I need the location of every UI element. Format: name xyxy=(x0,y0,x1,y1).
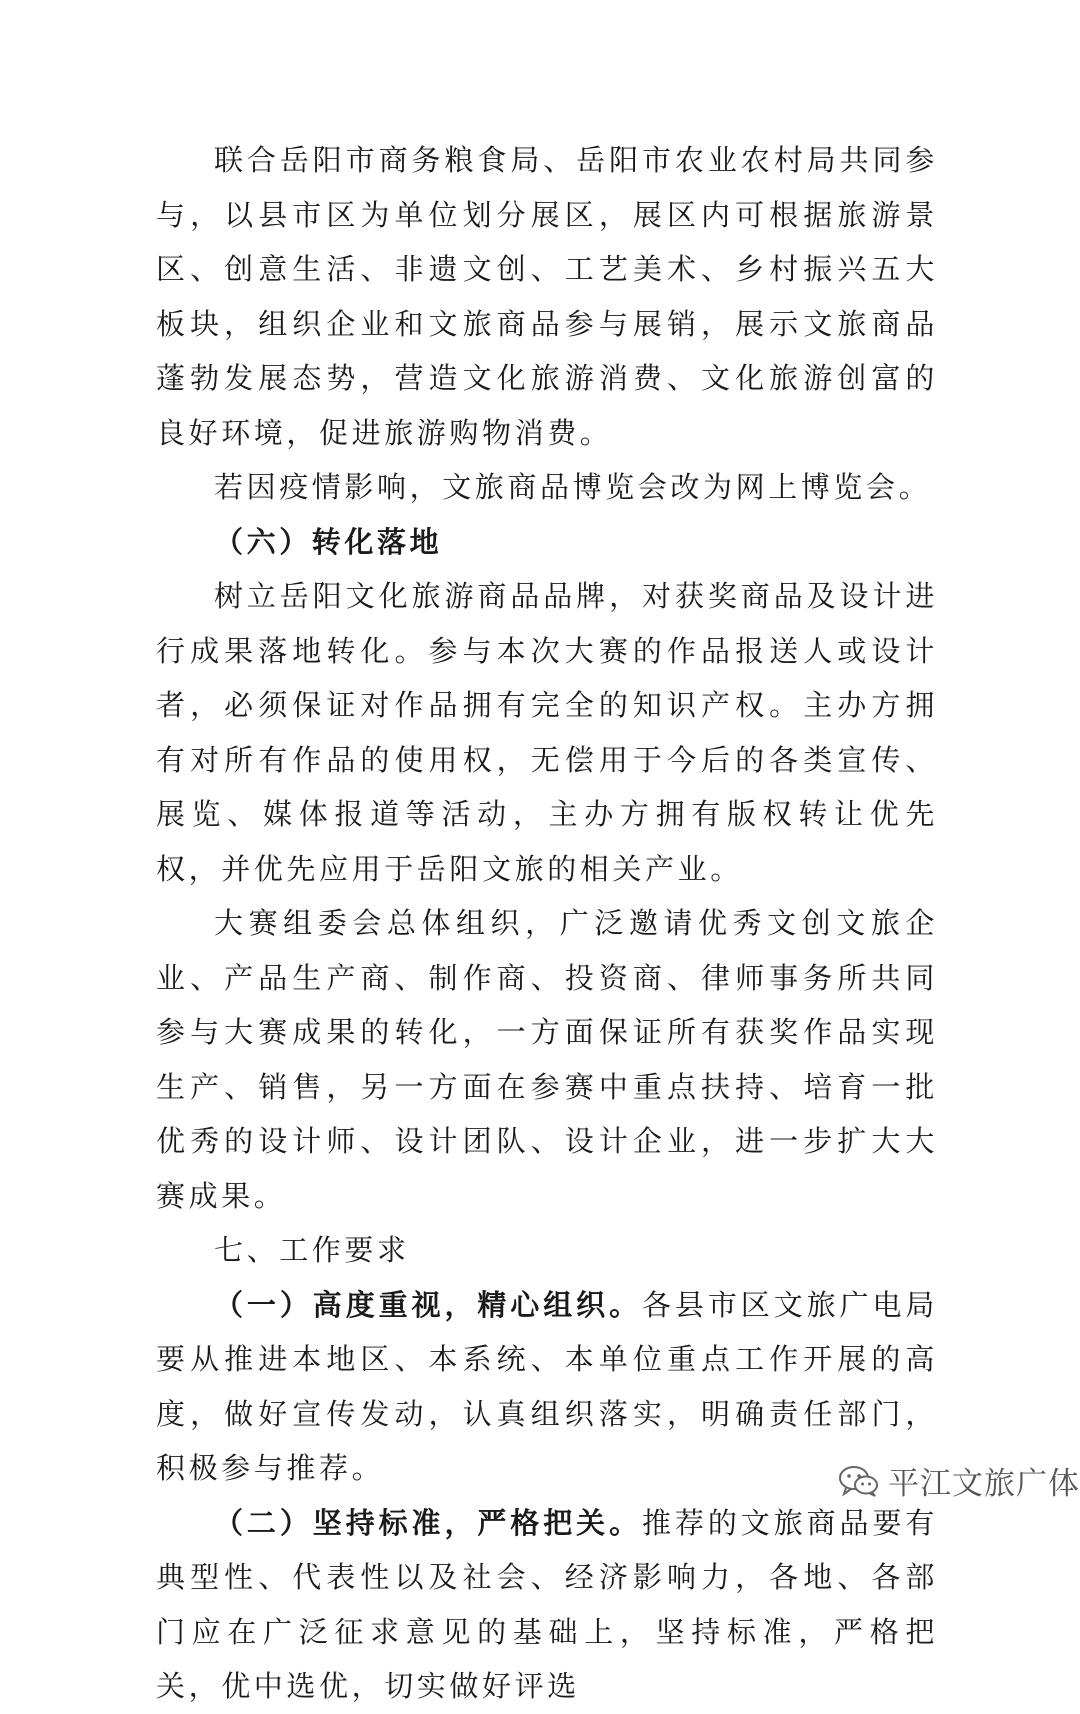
requirement-2-body: 推荐的文旅商品要有典型性、代表性以及社会、经济影响力，各地、各部门应在广泛征求意见的基础上，坚持标准，严格把关，优中选优，切实做好评选 xyxy=(156,1505,938,1703)
watermark xyxy=(838,1458,1080,1503)
wechat-icon xyxy=(838,1464,880,1498)
section-7-heading: 七、工作要求 xyxy=(214,1233,410,1267)
watermark-text: 平江文旅广体 xyxy=(888,1466,1080,1502)
paragraph-committee: 大赛组委会总体组织，广泛邀请优秀文创文旅企业、产品生产商、制作商、投资商、律师事务所共同参与大赛成果的转化，一方面保证所有获奖作品实现生产、销售，另一方面在参赛中重点扶持、培育一批优秀的设计师、设计团队、设计企业，进一步扩大大赛成果。 xyxy=(156,906,938,1213)
requirement-2-title: （二）坚持标准，严格把关。 xyxy=(214,1505,642,1540)
requirement-1-body: 各县市区文旅广电局要从推进本地区、本系统、本单位重点工作开展的高度，做好宣传发动，认真组织落实，明确责任部门，积极参与推荐。 xyxy=(156,1287,938,1485)
paragraph-epidemic: 若因疫情影响，文旅商品博览会改为网上博览会。 xyxy=(214,470,932,504)
section-6-heading: （六）转化落地 xyxy=(214,524,443,559)
paragraph-exhibition: 联合岳阳市商务粮食局、岳阳市农业农村局共同参与，以县市区为单位划分展区，展区内可根据旅游景区、创意生活、非遗文创、工艺美术、乡村振兴五大板块，组织企业和文旅商品参与展销，展示文旅商品蓬勃发展态势，营造文化旅游消费、文化旅游创富的良好环境，促进旅游购物消费。 xyxy=(156,143,938,450)
requirement-1-title: （一）高度重视，精心组织。 xyxy=(214,1287,642,1322)
requirement-1 xyxy=(156,1278,938,1496)
requirement-2 xyxy=(156,1496,938,1714)
paragraph-brand: 树立岳阳文化旅游商品品牌，对获奖商品及设计进行成果落地转化。参与本次大赛的作品报送人或设计者，必须保证对作品拥有完全的知识产权。主办方拥有对所有作品的使用权，无偿用于今后的各类宣传、展览、媒体报道等活动，主办方拥有版权转让优先权，并优先应用于岳阳文旅的相关产业。 xyxy=(156,579,938,886)
document-page xyxy=(156,133,938,1714)
